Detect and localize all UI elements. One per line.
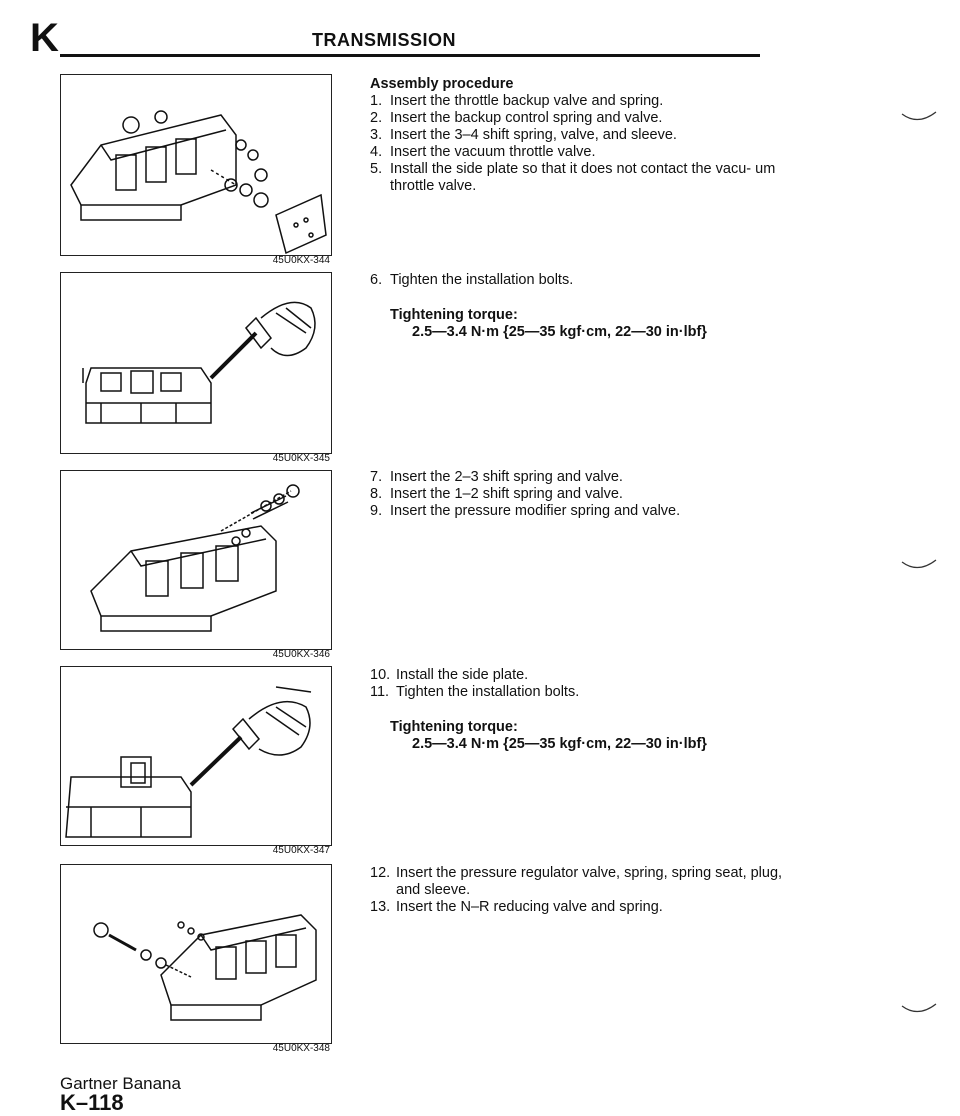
margin-mark [900,556,940,576]
torque-label: Tightening torque: [390,307,518,323]
procedure-step: 5. Install the side plate so that it does not contact the vacu- um throttle valve. [370,161,776,194]
shift-spring-illustration [61,471,331,649]
page-number: K–118 [60,1090,124,1115]
figure-tighten-side-plate [60,666,332,846]
figure-shift-springs [60,470,332,650]
procedure-step: 12. Insert the pressure regulator valve, spring, spring seat, plug, and sleeve. [370,865,783,898]
figure-valve-body-parts [60,74,332,256]
procedure-block-5 [370,865,790,916]
side-plate-illustration [61,667,331,845]
torque-spec [390,307,790,341]
procedure-step: 9. Insert the pressure modifier spring and valve. [370,503,681,519]
procedure-block-4 [370,667,790,753]
figure-label: 45U0KX-347 [272,845,330,856]
figure-label: 45U0KX-346 [272,649,330,660]
regulator-valve-illustration [61,865,331,1043]
torque-label: Tightening torque: [390,719,518,735]
procedure-step: 11. Tighten the installation bolts. [370,684,580,700]
procedure-step: 3. Insert the 3–4 shift spring, valve, and sleeve. [370,127,677,143]
procedure-step: 2. Insert the backup control spring and valve. [370,110,663,126]
procedure-block-2 [370,272,790,341]
torque-value: 2.5—3.4 N·m {25—35 kgf·cm, 22—30 in·lbf} [412,324,707,340]
procedure-block-3 [370,469,790,520]
figure-regulator-valve [60,864,332,1044]
procedure-block-1 [370,76,790,195]
header-rule [60,54,760,57]
procedure-step: 10. Install the side plate. [370,667,529,683]
figure-label: 45U0KX-348 [272,1043,330,1054]
margin-mark [900,1000,940,1020]
procedure-step: 7. Insert the 2–3 shift spring and valve. [370,469,623,485]
procedure-heading: Assembly procedure [370,76,514,92]
page-title: TRANSMISSION [312,30,457,50]
tightening-illustration [61,273,331,453]
figure-label: 45U0KX-345 [272,453,330,464]
procedure-step: 1. Insert the throttle backup valve and spring. [370,93,664,109]
procedure-step: 6. Tighten the installation bolts. [370,272,574,288]
footer-watermark: Gartner Banana [60,1074,181,1093]
torque-value: 2.5—3.4 N·m {25—35 kgf·cm, 22—30 in·lbf} [412,736,707,752]
procedure-step: 8. Insert the 1–2 shift spring and valve. [370,486,623,502]
torque-spec [390,719,790,753]
procedure-step: 13. Insert the N–R reducing valve and spring. [370,899,663,915]
section-letter: K [30,16,59,60]
figure-tighten-bolts [60,272,332,454]
procedure-step: 4. Insert the vacuum throttle valve. [370,144,596,160]
figure-label: 45U0KX-344 [272,255,330,266]
margin-mark [900,108,940,128]
valve-body-illustration [61,75,331,255]
